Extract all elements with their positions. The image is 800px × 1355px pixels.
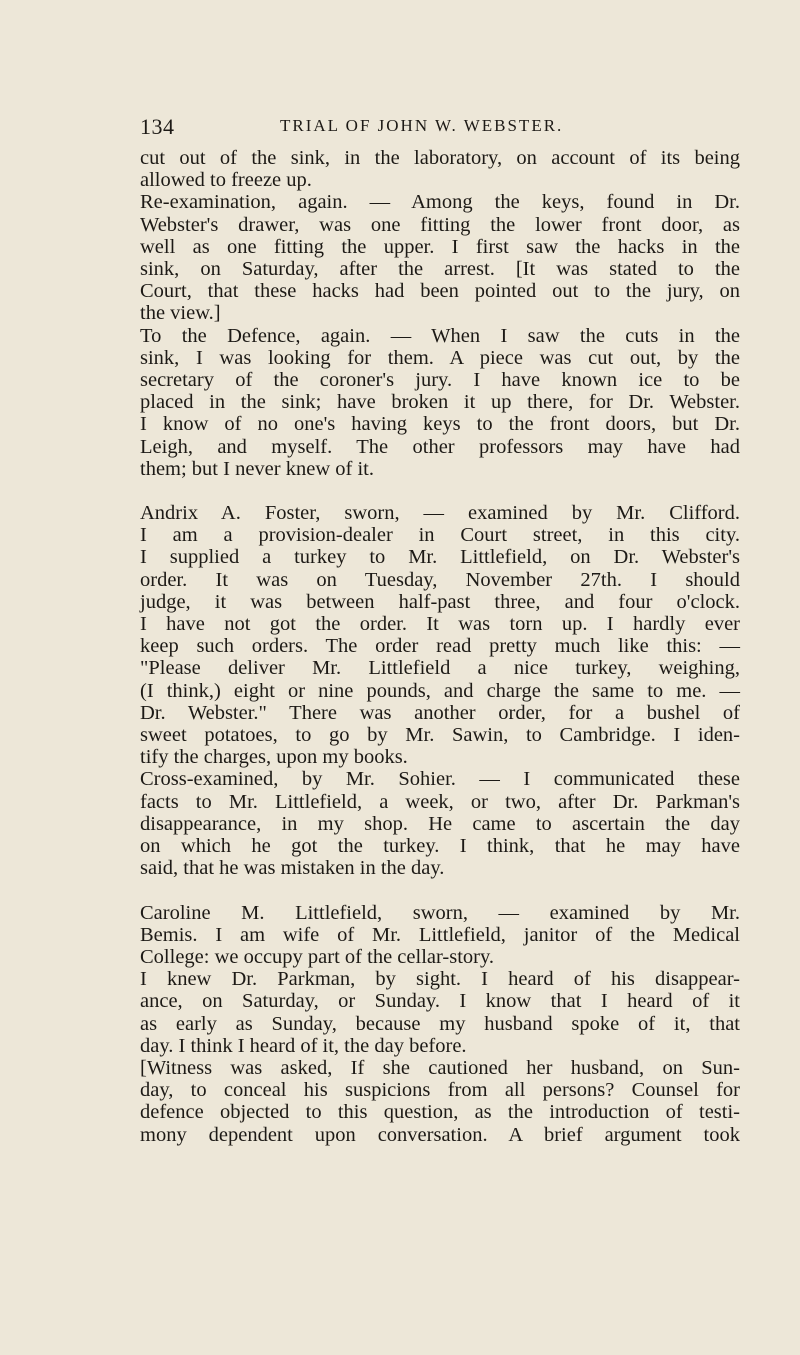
- page-number: 134: [140, 114, 175, 139]
- text-line: said, that he was mistaken in the day.: [140, 857, 445, 880]
- text-line: day, to conceal his suspicions from all persons? Counsel for: [140, 1079, 740, 1102]
- text-line: I have not got the order. It was torn up. I hardly ever: [140, 613, 740, 636]
- text-line: them; but I never knew of it.: [140, 457, 374, 480]
- text-line: sink, I was looking for them. A piece was cut out, by the: [140, 346, 740, 369]
- text-line: cut out of the sink, in the laboratory, on account of its being: [140, 147, 740, 169]
- text-line: disappearance, in my shop. He came to ascertain the day: [140, 812, 740, 835]
- text-line: (I think,) eight or nine pounds, and charge the same to me. —: [140, 679, 740, 702]
- text-line: Webster's drawer, was one fitting the lower front door, as: [140, 213, 740, 236]
- text-line: Bemis. I am wife of Mr. Littlefield, janitor of the Medical: [140, 923, 740, 946]
- text-line: I am a provision-dealer in Court street, in this city.: [140, 524, 740, 547]
- text-line: Caroline M. Littlefield, sworn, — examined by Mr.: [140, 901, 740, 924]
- section-gap: [140, 880, 740, 902]
- text-line: allowed to freeze up.: [140, 169, 312, 192]
- text-line: judge, it was between half-past three, and four o'clock.: [140, 590, 740, 613]
- text-line: I supplied a turkey to Mr. Littlefield, on Dr. Webster's: [140, 546, 740, 569]
- text-line: Andrix A. Foster, sworn, — examined by Mr. Clifford.: [140, 502, 740, 525]
- text-line: [Witness was asked, If she cautioned her husband, on Sun-: [140, 1056, 740, 1079]
- text-line: sink, on Saturday, after the arrest. [It was stated to the: [140, 258, 740, 281]
- text-line: Leigh, and myself. The other professors may have had: [140, 435, 740, 458]
- body-text: [140, 147, 740, 1146]
- text-line: I knew Dr. Parkman, by sight. I heard of his disappear-: [140, 968, 740, 991]
- page-header: [140, 114, 740, 140]
- text-line: sweet potatoes, to go by Mr. Sawin, to Cambridge. I iden-: [140, 724, 740, 747]
- text-line: tify the charges, upon my books.: [140, 746, 408, 769]
- text-line: Cross-examined, by Mr. Sohier. — I communicated these: [140, 768, 740, 791]
- text-line: well as one fitting the upper. I first saw the hacks in the: [140, 235, 740, 258]
- text-line: on which he got the turkey. I think, that he may have: [140, 835, 740, 858]
- text-line: To the Defence, again. — When I saw the cuts in the: [140, 324, 740, 347]
- text-line: ance, on Saturday, or Sunday. I know that I heard of it: [140, 990, 740, 1013]
- text-line: placed in the sink; have broken it up there, for Dr. Webster.: [140, 391, 740, 414]
- text-line: "Please deliver Mr. Littlefield a nice turkey, weighing,: [140, 657, 740, 680]
- text-line: Re-examination, again. — Among the keys, found in Dr.: [140, 191, 740, 214]
- text-line: College: we occupy part of the cellar-story.: [140, 945, 495, 968]
- text-line: Dr. Webster." There was another order, for a bushel of: [140, 701, 740, 724]
- text-line: defence objected to this question, as the introduction of testi-: [140, 1101, 740, 1124]
- text-line: order. It was on Tuesday, November 27th. I should: [140, 568, 740, 591]
- text-line: as early as Sunday, because my husband spoke of it, that: [140, 1012, 740, 1035]
- running-head: TRIAL OF JOHN W. WEBSTER.: [280, 116, 564, 135]
- text-line: I know of no one's having keys to the front doors, but Dr.: [140, 413, 740, 436]
- section-gap: [140, 480, 740, 502]
- text-line: mony dependent upon conversation. A brief argument took: [140, 1123, 740, 1146]
- text-line: day. I think I heard of it, the day before.: [140, 1034, 467, 1057]
- text-line: Court, that these hacks had been pointed out to the jury, on: [140, 280, 740, 303]
- text-line: secretary of the coroner's jury. I have known ice to be: [140, 369, 740, 392]
- text-line: keep such orders. The order read pretty much like this: —: [140, 635, 740, 658]
- text-line: facts to Mr. Littlefield, a week, or two, after Dr. Parkman's: [140, 790, 740, 813]
- text-line: the view.]: [140, 302, 221, 325]
